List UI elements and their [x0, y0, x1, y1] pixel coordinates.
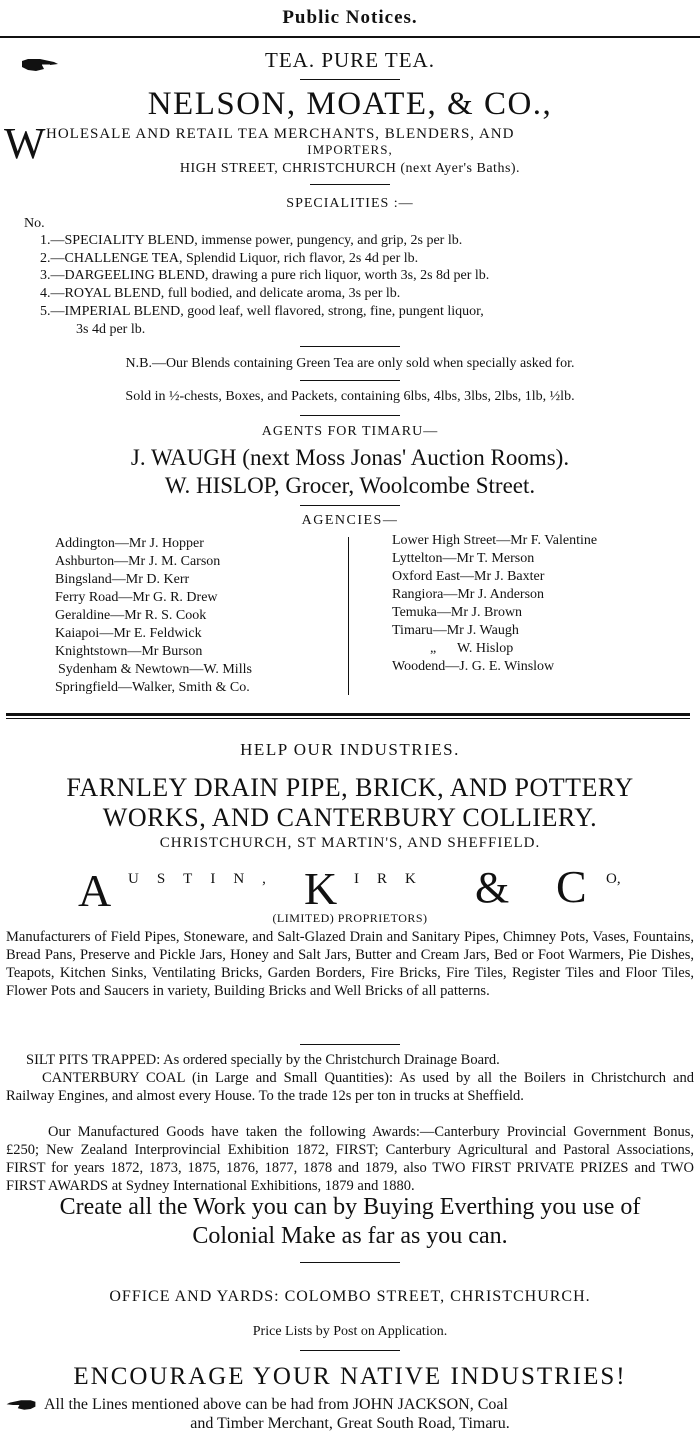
number-label: No.: [24, 216, 45, 231]
sold-in: Sold in ½-chests, Boxes, and Packets, containing 6lbs, 4lbs, 3lbs, 2lbs, 1lb, ½lb.: [125, 389, 575, 404]
divider: [300, 1262, 400, 1263]
section-title: Public Notices.: [282, 7, 418, 28]
agents-heading: AGENTS FOR TIMARU—: [261, 424, 439, 439]
create-slogan: Create all the Work you can by Buying Everthing you use of: [59, 1194, 641, 1220]
help-heading: HELP OUR INDUSTRIES.: [240, 740, 460, 759]
agency-left: Ferry Road—Mr G. R. Drew: [55, 590, 218, 605]
price-lists: Price Lists by Post on Application.: [252, 1324, 448, 1339]
header-rule: [0, 36, 700, 38]
create-slogan-cont: Colonial Make as far as you can.: [192, 1223, 508, 1249]
divider: [300, 1044, 400, 1045]
agency-right: Temuka—Mr J. Brown: [392, 605, 523, 620]
nb-note: N.B.—Our Blends containing Green Tea are only sold when specially asked for.: [125, 356, 575, 371]
speciality-item: 2.—CHALLENGE TEA, Splendid Liquor, rich flavor, 2s 4d per lb.: [40, 251, 419, 266]
agency-right: Lower High Street—Mr F. Valentine: [392, 533, 598, 548]
company-name: NELSON, MOATE, & CO.,: [147, 86, 553, 122]
agencies-heading: AGENCIES—: [301, 513, 399, 528]
specialities-heading: SPECIALITIES :—: [286, 196, 414, 211]
agency-right: Woodend—J. G. E. Winslow: [392, 659, 555, 674]
divider: [300, 415, 400, 416]
agency-left: Knightstown—Mr Burson: [55, 644, 203, 659]
company-description-cont: IMPORTERS,: [307, 142, 393, 157]
tea-tagline: TEA. PURE TEA.: [265, 48, 435, 72]
agency-left: Sydenham & Newtown—W. Mills: [58, 662, 252, 677]
works-name-cont: WORKS, AND CANTERBURY COLLIERY.: [102, 803, 598, 832]
agency-right: Lyttelton—Mr T. Merson: [392, 551, 535, 566]
agency-right: Oxford East—Mr J. Baxter: [392, 569, 545, 584]
proprietors-label: (LIMITED) PROPRIETORS): [272, 911, 428, 925]
agency-right: Rangiora—Mr J. Anderson: [392, 587, 545, 602]
agency-left: Bingsland—Mr D. Kerr: [55, 572, 190, 587]
agency-right: „ W. Hislop: [430, 641, 514, 656]
works-locations: CHRISTCHURCH, ST MARTIN'S, AND SHEFFIELD.: [159, 835, 541, 851]
column-divider: [348, 537, 349, 695]
newspaper-page: Public Notices. TEA. PURE TEA. NELSON, MOATE, & CO., W HOLESALE AND RETAIL TEA MERCHANTS, BLENDERS, AND IMPORTERS, HIGH STREET, CHRISTCHURCH (next Ayer's Baths). SPECIALITIES :— No. 1.—SPECIALITY BLEND, immense power, pungency, and grip, 2s per lb. 2.—CHALLENGE TEA, Splendid Liquor, rich flavor, 2s 4d per lb. 3.—DARGEELING BLEND, drawing a pure rich liquor, worth 3s, 2s 8d per lb. 4.—ROYAL BLEND, full bodied, and delicate aroma, 3s per lb. 5.—IMPERIAL BLEND, good leaf, well flavored, strong, fine, pungent liquor, 3s 4d per lb. N.B.—Our Blends containing Green Tea are only sold when specially asked for. Sold in ½-chests, Boxes, and Packets, containing 6lbs, 4lbs, 3lbs, 2lbs, 1lb, ½lb. AGENTS FOR TIMARU— J. WAUGH (next Moss Jonas' Auction Rooms). W. HISLOP, Grocer, Woolcombe Street. AGENCIES— Addington—Mr J. Hopper Ashburton—Mr J. M. Carson Bingsland—Mr D. Kerr Ferry Road—Mr G. R. Drew Geraldine—Mr R. S. Cook Kaiapoi—Mr E. Feldwick Knightstown—Mr Burson Sydenham & Newtown—W. Mills Springfield—Walker, Smith & Co. Lower High Street—Mr F. Valentine Lyttelton—Mr T. Merson Oxford East—Mr J. Baxter Rangiora—Mr J. Anderson Temuka—Mr J. Brown Timaru—Mr J. Waugh „ W. Hislop Woodend—J. G. E. Winslow HELP OUR INDUSTRIES. FARNLEY DRAIN PIPE, BRICK, AND POTTERY WORKS, AND CANTERBURY COLLIERY. CHRISTCHURCH, ST MARTIN'S, AND SHEFFIELD. A USTIN, K IRK & C O, (LIMITED) PROPRIETORS) Manufacturers of Field Pipes, Stoneware, and Salt-Glazed Drain and Sanitary Pipes, Chimney Pots, Vases, Fountains, Bread Pans, Preserve and Pickle Jars, Honey and Salt Jars, Butter and Cream Jars, Bed or Foot Warmers, Pie Dishes, Teapots, Kitchen Sinks, Ventilating Bricks, Garden Borders, Fire Bricks, Fire Tiles, Register Tiles and Floor Tiles, Flower Pots and Saucers in variety, Building Bricks and Well Bricks of all patterns. SILT PITS TRAPPED: As ordered specially by the Christchurch Drainage Board. CANTERBURY COAL (in Large and Small Quantities): As used by all the Boilers in Christchurch and Railway Engines, and almost every House. To the trade 12s per ton in trucks at Sheffield. Our Manufactured Goods have taken the following Awards:—Canterbury Provincial Government Bonus, £250; New Zealand Interprovincial Exhibition 1872, FIRST; Canterbury Agricultural and Pastoral Associations, FIRST for years 1872, 1873, 1875, 1876, 1877, 1878 and 1879, also TWO FIRST PRIVATE PRIZES and TWO FIRST AWARDS at Sydney International Exhibitions, 1879 and 1880. Create all the Work you can by Buying Everthing you use of Colonial Make as far as you can. OFFICE AND YARDS: COLOMBO STREET, CHRISTCHURCH. Price Lists by Post on Application. ENCOURAGE YOUR NATIVE INDUSTRIES! All the Lines mentioned above can be had from JOHN JACKSON, Coal and Timber Merchant, Great South Road, Timaru.: [0, 0, 700, 1435]
silt-pits: SILT PITS TRAPPED: As ordered specially by the Christchurch Drainage Board.: [26, 1052, 500, 1068]
agency-left: Kaiapoi—Mr E. Feldwick: [55, 626, 202, 641]
speciality-item: 5.—IMPERIAL BLEND, good leaf, well flavored, strong, fine, pungent liquor,: [40, 304, 484, 319]
works-name: FARNLEY DRAIN PIPE, BRICK, AND POTTERY: [66, 773, 634, 802]
speciality-item: 4.—ROYAL BLEND, full bodied, and delicate aroma, 3s per lb.: [40, 286, 401, 301]
speciality-item: 3.—DARGEELING BLEND, drawing a pure rich liquor, worth 3s, 2s 8d per lb.: [40, 268, 490, 283]
agent-hislop: W. HISLOP, Grocer, Woolcombe Street.: [164, 473, 536, 498]
agency-right: Timaru—Mr J. Waugh: [392, 623, 519, 638]
awards: Our Manufactured Goods have taken the following Awards:—Canterbury Provincial Government Bonus, £250; New Zealand Interprovincial Exhibition 1872, FIRST; Canterbury Agricultural and Pastoral Associations, FIRST for years 1872, 1873, 1875, 1876, 1877, 1878 and 1879, also TWO FIRST PRIVATE PRIZES and TWO FIRST AWARDS at Sydney International Exhibitions, 1879 and 1880.: [6, 1124, 694, 1194]
divider: [300, 346, 400, 347]
divider: [310, 184, 390, 185]
jackson-notice-cont: and Timber Merchant, Great South Road, Timaru.: [190, 1415, 510, 1432]
divider: [300, 505, 400, 506]
office-yards: OFFICE AND YARDS: COLOMBO STREET, CHRISTCHURCH.: [109, 1288, 591, 1305]
speciality-item: 1.—SPECIALITY BLEND, immense power, pungency, and grip, 2s per lb.: [40, 233, 463, 248]
manufacturers-list: Manufacturers of Field Pipes, Stoneware, and Salt-Glazed Drain and Sanitary Pipes, Chimney Pots, Vases, Fountains, Bread Pans, Preserve and Pickle Jars, Honey and Salt Jars, Butter and Cream Jars, Bed or Foot Warmers, Pie Dishes, Teapots, Kitchen Sinks, Ventilating Bricks, Garden Borders, Fire Bricks, Fire Tiles, Register Tiles and Floor Tiles, Flower Pots and Saucers in variety, Building Bricks and Well Bricks of all patterns.: [6, 929, 694, 999]
speciality-item: 3s 4d per lb.: [76, 322, 146, 337]
company-address: HIGH STREET, CHRISTCHURCH (next Ayer's Baths).: [179, 161, 521, 176]
divider: [300, 79, 400, 80]
agency-left: Addington—Mr J. Hopper: [55, 536, 204, 551]
section-divider: [6, 718, 690, 719]
jackson-notice: All the Lines mentioned above can be had from JOHN JACKSON, Coal: [44, 1396, 508, 1413]
agency-left: Ashburton—Mr J. M. Carson: [55, 554, 221, 569]
company-description: HOLESALE AND RETAIL TEA MERCHANTS, BLENDERS, AND: [46, 126, 515, 142]
agent-waugh: J. WAUGH (next Moss Jonas' Auction Rooms).: [130, 445, 570, 470]
section-divider: [6, 713, 690, 716]
canterbury-coal: CANTERBURY COAL (in Large and Small Quantities): As used by all the Boilers in Christchurch and Railway Engines, and almost every House. To the trade 12s per ton in trucks at Sheffield.: [6, 1070, 694, 1104]
drop-cap: W: [4, 119, 46, 168]
encourage-heading: ENCOURAGE YOUR NATIVE INDUSTRIES!: [73, 1363, 627, 1390]
agency-left: Geraldine—Mr R. S. Cook: [55, 608, 207, 623]
pointing-hand-icon: [4, 1397, 38, 1413]
divider: [300, 1350, 400, 1351]
divider: [300, 380, 400, 381]
agency-left: Springfield—Walker, Smith & Co.: [55, 680, 250, 695]
